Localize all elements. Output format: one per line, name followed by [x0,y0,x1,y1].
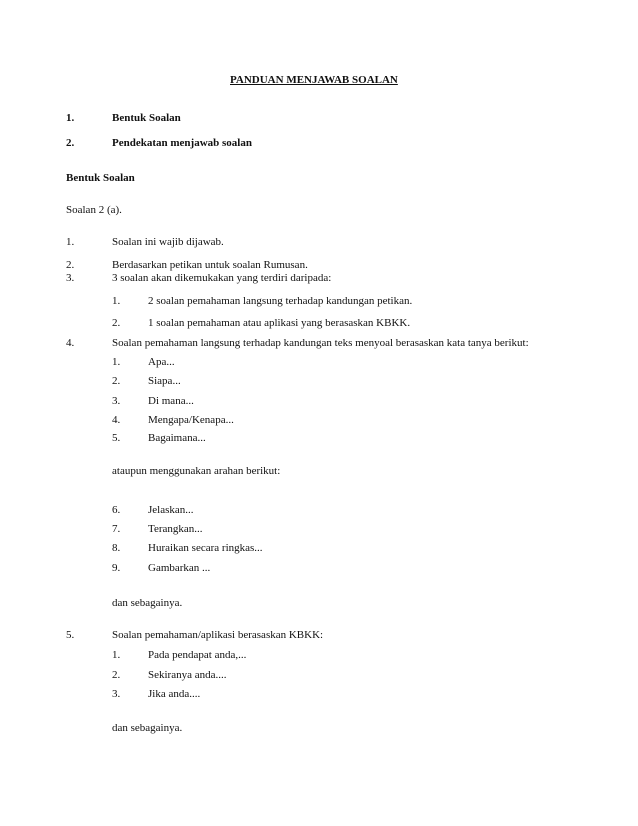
sub-list-number: 3. [112,688,121,700]
sub-list-number: 2. [112,375,121,387]
sub-list-item-text: 1 soalan pemahaman atau aplikasi yang berasaskan KBKK. [148,317,411,329]
sub-list-number: 5. [112,432,121,444]
list-number: 2. [66,259,75,271]
sub-list-item-text: Jelaskan... [148,504,194,516]
list-item-text: 3 soalan akan dikemukakan yang terdiri daripada: [112,272,332,284]
toc-number: 2. [66,137,75,149]
sub-list-item-text: 2 soalan pemahaman langsung terhadap kandungan petikan. [148,295,413,307]
sub-list-number: 2. [112,669,121,681]
sub-list-item-text: Terangkan... [148,523,203,535]
list-closing: dan sebagainya. [112,597,183,609]
sub-list-number: 1. [112,295,121,307]
sub-list-item-text: Pada pendapat anda,... [148,649,247,661]
sub-list-item-text: Di mana... [148,395,194,407]
sub-list-number: 7. [112,523,121,535]
list-item-text: Soalan pemahaman langsung terhadap kandungan teks menyoal berasaskan kata tanya berikut: [112,337,529,349]
list-item-text: Berdasarkan petikan untuk soalan Rumusan. [112,259,308,271]
section-heading: Bentuk Soalan [66,172,135,184]
list-item-text: Soalan ini wajib dijawab. [112,236,224,248]
toc-number: 1. [66,112,75,124]
sub-list-item-text: Apa... [148,356,175,368]
sub-list-number: 8. [112,542,121,554]
sub-list-number: 4. [112,414,121,426]
sub-list-item-text: Sekiranya anda.... [148,669,227,681]
list-number: 4. [66,337,75,349]
sub-list-item-text: Bagaimana... [148,432,206,444]
list-closing: dan sebagainya. [112,722,183,734]
list-item-text: Soalan pemahaman/aplikasi berasaskan KBKK: [112,629,324,641]
sub-list-item-text: Siapa... [148,375,181,387]
sub-list-number: 2. [112,317,121,329]
list-note: ataupun menggunakan arahan berikut: [112,465,281,477]
sub-list-item-text: Jika anda.... [148,688,201,700]
sub-list-item-text: Mengapa/Kenapa... [148,414,234,426]
list-number: 5. [66,629,75,641]
sub-list-number: 6. [112,504,121,516]
sub-list-number: 3. [112,395,121,407]
list-number: 1. [66,236,75,248]
list-number: 3. [66,272,75,284]
sub-list-item-text: Gambarkan ... [148,562,211,574]
sub-list-number: 1. [112,356,121,368]
toc-item-label: Pendekatan menjawab soalan [112,137,252,149]
question-label: Soalan 2 (a). [66,204,122,216]
sub-list-number: 9. [112,562,121,574]
sub-list-item-text: Huraikan secara ringkas... [148,542,263,554]
page-title: PANDUAN MENJAWAB SOALAN [230,74,398,86]
sub-list-number: 1. [112,649,121,661]
toc-item-label: Bentuk Soalan [112,112,181,124]
